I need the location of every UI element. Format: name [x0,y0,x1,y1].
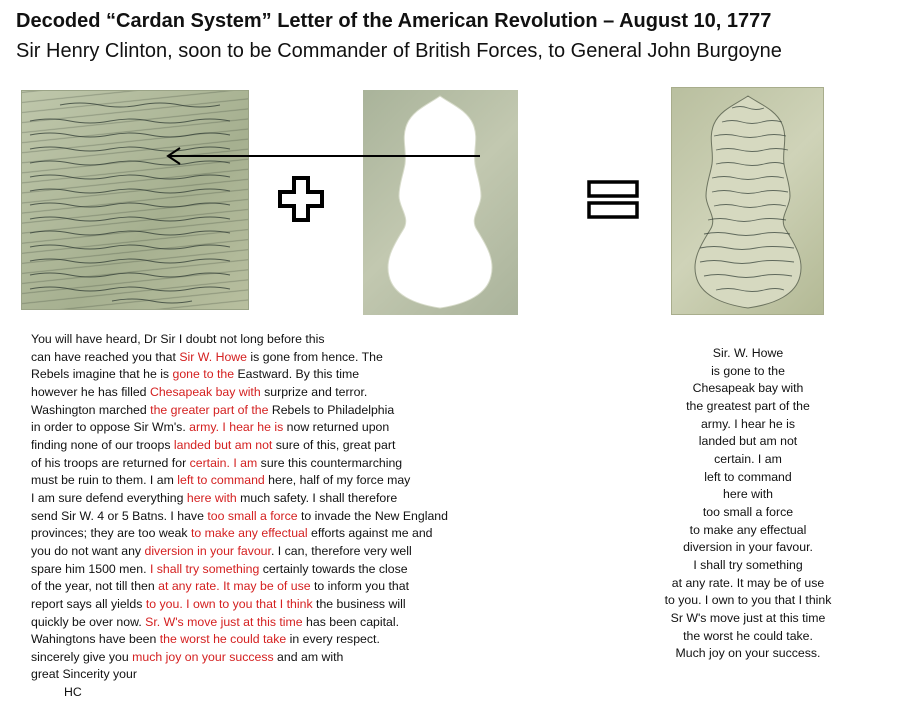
letter-segment: in every respect. [286,632,380,647]
letter-segment: however he has filled [31,384,150,399]
decoded-line: army. I hear he is [700,416,796,431]
letter-line [31,578,511,596]
letter-segment: sincerely give you [31,649,133,664]
letter-segment: great Sincerity your [31,667,137,682]
letter-line [31,508,511,526]
full-letter-text [31,331,511,702]
letter-segment: is gone from hence. The [247,349,383,364]
letter-segment: to inform you that [310,579,410,594]
decoded-phrase: much joy on your success [132,649,274,664]
letter-segment: Eastward. By this time [234,367,360,382]
decoded-line: Much joy on your success. [675,646,821,661]
letter-line [31,384,511,402]
letter-segment: Washington marched [31,402,151,417]
letter-segment: of the year, not till then [31,579,159,594]
decoded-line: to make any effectual [689,522,807,537]
decoded-line: the greatest part of the [686,398,810,413]
decoded-phrase: certain. I am [189,455,258,470]
letter-line [31,666,511,684]
decoded-phrase: at any rate. It may be of use [158,579,311,594]
letter-segment: the business will [312,596,406,611]
page-subtitle: Sir Henry Clinton, soon to be Commander of British Forces, to General John Burgoyne [16,40,782,62]
decoded-line: is gone to the [711,363,785,378]
decoded-phrase: diversion in your favour [144,543,271,558]
letter-segment: can have reached you that [31,349,180,364]
page-title: Decoded “Cardan System” Letter of the American Revolution – August 10, 1777 [16,10,772,32]
decoded-phrase: Sr. W's move just at this time [145,614,303,629]
letter-segment: of his troops are returned for [31,455,190,470]
plus-icon [278,176,324,222]
decoded-phrase: to you. I own to you that I think [145,596,313,611]
letter-line [31,455,511,473]
decoded-line: Sr W's move just at this time [670,610,826,625]
letter-segment: . I can, therefore very well [270,543,412,558]
letter-line [31,366,511,384]
decoded-line: at any rate. It may be of use [671,575,825,590]
decoded-phrase: to make any effectual [190,526,308,541]
decoded-phrase: the worst he could take [159,632,287,647]
letter-segment: spare him 1500 men. [31,561,150,576]
letter-line [31,472,511,490]
decoded-phrase: landed but am not [173,437,273,452]
decoded-line: diversion in your favour. [683,540,813,555]
letter-line [31,419,511,437]
decoded-line: left to command [704,469,792,484]
letter-segment: must be ruin to them. I am [31,473,178,488]
letter-segment: sure of this, great part [272,437,396,452]
letter-segment: Wahingtons have been [31,632,160,647]
decoded-phrase: the greater part of the [150,402,269,417]
letter-segment: sure this countermarching [257,455,403,470]
decoded-phrase: left to command [177,473,265,488]
signoff: HC [64,685,82,700]
original-letter-image [21,90,249,310]
letter-segment: report says all yields [31,596,146,611]
letter-line [31,631,511,649]
decoded-line: I shall try something [693,557,803,572]
decoded-phrase: Sir W. Howe [179,349,248,364]
decoded-line: Chesapeak bay with [692,381,804,396]
letter-line [31,402,511,420]
letter-segment: has been capital. [302,614,400,629]
decoded-phrase: I shall try something [149,561,260,576]
decoded-phrase: Chesapeak bay with [149,384,261,399]
letter-segment: efforts against me and [307,526,433,541]
letter-line [31,331,511,349]
letter-segment: and am with [273,649,344,664]
decoded-line: certain. I am [714,451,782,466]
decoded-line: here with [723,487,773,502]
letter-line [31,561,511,579]
letter-line [31,649,511,667]
letter-segment: surprize and terror. [260,384,368,399]
decoded-result-image [671,87,824,315]
arrow-left-icon [160,145,485,167]
decoded-phrase: gone to the [172,367,235,382]
letter-segment: here, half of my force may [264,473,411,488]
letter-segment: send Sir W. 4 or 5 Batns. I have [31,508,208,523]
decoded-phrase: too small a force [207,508,298,523]
letter-segment: Rebels imagine that he is [31,367,173,382]
letter-segment: now returned upon [283,420,390,435]
letter-segment: you do not want any [31,543,145,558]
letter-segment: You will have heard, Dr Sir I doubt not long before this [31,332,325,346]
letter-segment: provinces; they are too weak [31,526,191,541]
letter-segment: much safety. I shall therefore [236,490,398,505]
decoded-phrase: army. I hear he is [189,420,284,435]
decoded-line: to you. I own to you that I think [664,593,832,608]
decoded-message-text [620,345,876,663]
letter-segment: I am sure defend everything [31,490,187,505]
letter-segment: quickly be over now. [31,614,146,629]
letter-segment: finding none of our troops [31,437,174,452]
decoded-line: Sir. W. Howe [712,346,784,360]
letter-segment: in order to oppose Sir Wm's. [31,420,190,435]
letter-line [31,525,511,543]
equals-icon [587,180,639,220]
letter-line [31,596,511,614]
letter-line [31,437,511,455]
letter-line [31,490,511,508]
cardan-mask-image [363,90,518,315]
decoded-line: landed but am not [698,434,798,449]
decoded-phrase: here with [186,490,237,505]
letter-segment: to invade the New England [297,508,448,523]
letter-line [31,614,511,632]
letter-line [31,543,511,561]
decoded-line: the worst he could take. [683,628,813,643]
letter-segment: certainly towards the close [259,561,408,576]
decoded-line: too small a force [702,504,794,519]
letter-line [31,349,511,367]
letter-segment: Rebels to Philadelphia [268,402,395,417]
